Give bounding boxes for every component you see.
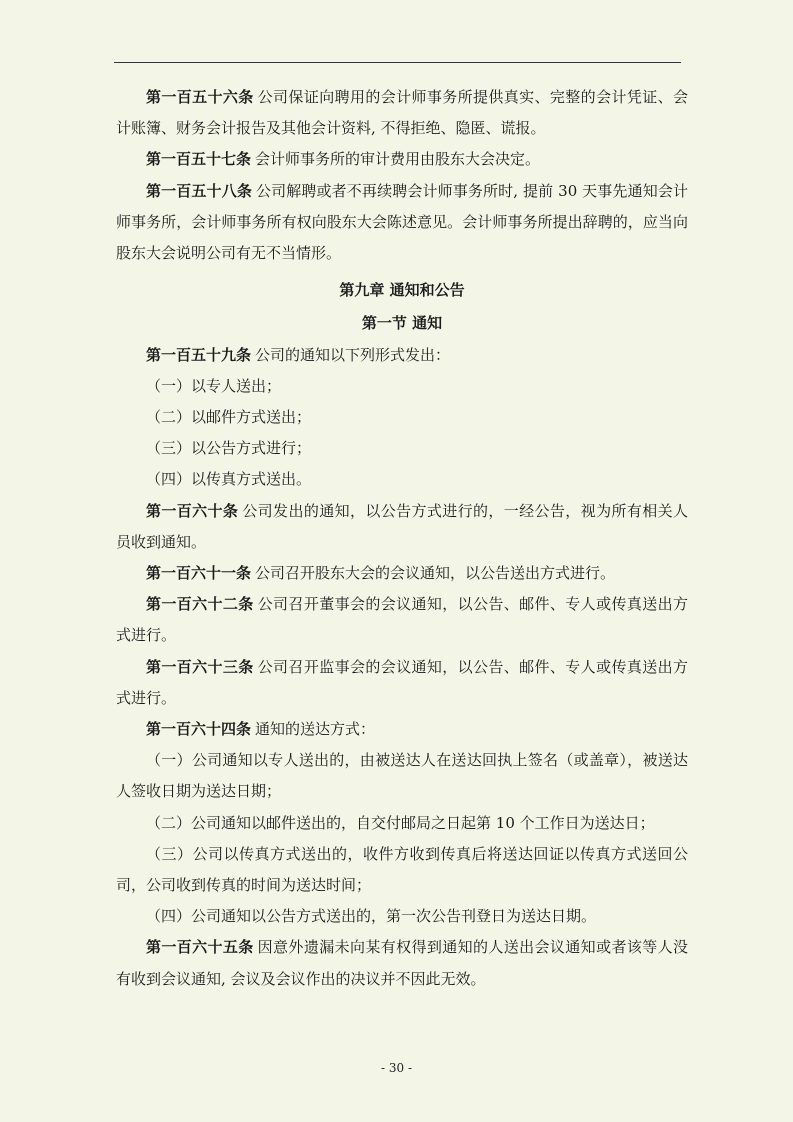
article-158 — [116, 176, 688, 270]
article-text: 会计师事务所的审计费用由股东大会决定。 — [255, 150, 541, 169]
article-title: 第一百五十六条 — [146, 88, 254, 106]
article-title: 第一百六十三条 — [146, 657, 254, 676]
article-156 — [116, 82, 688, 144]
article-161 — [116, 558, 688, 589]
section-title: 第一节 通知 — [361, 314, 443, 333]
list-item: （一）公司通知以专人送出的，由被送达人在送达回执上签名（或盖章），被送达人签收日期为送达日期； — [116, 751, 688, 801]
article-157 — [116, 144, 688, 175]
article-text: 因意外遗漏未向某有权得到通知的人送出会议通知或者该等人没有收到会议通知, 会议及会议作出的决议并不因此无效。 — [116, 938, 688, 988]
article-title: 第一百六十五条 — [146, 938, 254, 957]
header-rule — [114, 62, 681, 63]
article-title: 第一百六十二条 — [146, 595, 254, 614]
list-item: （四）以传真方式送出。 — [146, 470, 312, 489]
list-item: （三）公司以传真方式送出的，收件方收到传真后将送达回证以传真方式送回公司，公司收到传真的时间为送达时间； — [116, 844, 688, 895]
article-165 — [116, 932, 688, 994]
article-text: 公司解聘或者不再续聘会计师事务所时, 提前 30 天事先通知会计师事务所，会计师事务所有权向股东大会陈述意见。会计师事务所提出辞聘的，应当向股东大会说明公司有无不当情形。 — [116, 181, 688, 263]
article-text: 公司召开股东大会的会议通知，以公告送出方式进行。 — [255, 564, 616, 583]
article-160 — [116, 496, 688, 558]
article-162 — [116, 589, 688, 651]
article-164 — [116, 714, 688, 745]
article-159 — [116, 340, 688, 371]
article-text: 公司召开董事会的会议通知，以公告、邮件、专人或传真送出方式进行。 — [116, 595, 688, 645]
article-title: 第一百五十七条 — [146, 150, 252, 169]
article-text: 公司发出的通知，以公告方式进行的，一经公告，视为所有相关人员收到通知。 — [116, 501, 688, 551]
list-item: （四）公司通知以公告方式送出的，第一次公告刊登日为送达日期。 — [146, 907, 597, 926]
article-text: 公司的通知以下列形式发出： — [255, 345, 451, 364]
chapter-title: 第九章 通知和公告 — [339, 281, 465, 300]
article-text: 公司保证向聘用的会计师事务所提供真实、完整的会计凭证、会计账簿、财务会计报告及其他会计资料, 不得拒绝、隐匿、谎报。 — [116, 88, 688, 138]
list-item: （一）以专人送出； — [146, 376, 282, 395]
list-item: （二）以邮件方式送出； — [146, 408, 312, 427]
article-title: 第一百六十条 — [146, 501, 239, 520]
page-number: - 30 - — [380, 1061, 412, 1075]
list-item: （二）公司通知以邮件送出的，自交付邮局之日起第 10 个工作日为送达日； — [146, 813, 655, 832]
article-text: 公司召开监事会的会议通知，以公告、邮件、专人或传真送出方式进行。 — [116, 657, 688, 707]
article-title: 第一百五十八条 — [146, 181, 252, 200]
document-body — [116, 82, 688, 995]
article-title: 第一百六十四条 — [146, 720, 252, 739]
article-title: 第一百六十一条 — [146, 564, 252, 583]
article-title: 第一百五十九条 — [146, 345, 252, 364]
list-item: （三）以公告方式进行； — [146, 439, 312, 458]
article-163 — [116, 652, 688, 714]
article-text: 通知的送达方式： — [255, 720, 376, 739]
